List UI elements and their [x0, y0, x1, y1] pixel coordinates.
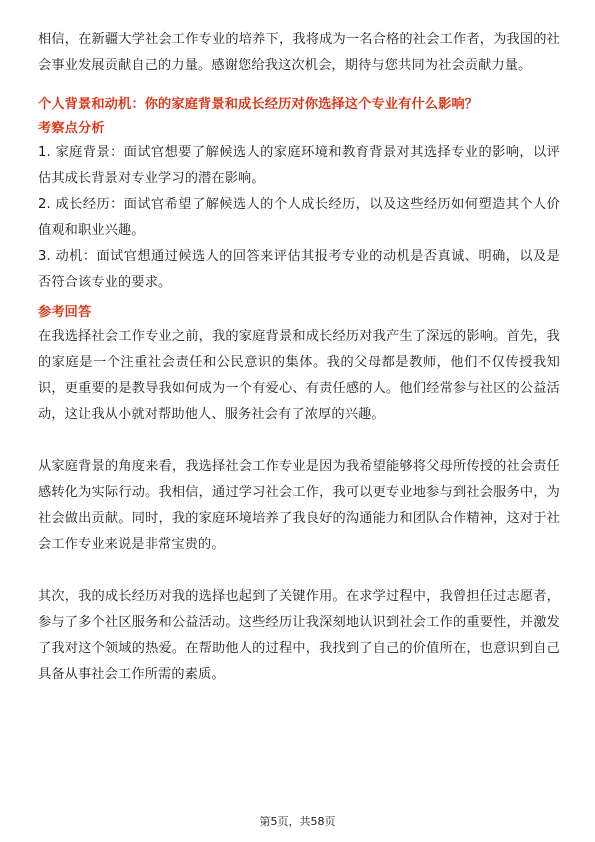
analysis-item-motivation: 3. 动机：面试官想通过候选人的回答来评估其报考专业的动机是否真诚、明确，以及是否符合该专业的要求。	[38, 249, 560, 290]
analysis-item-growth: 2. 成长经历：面试官希望了解候选人的个人成长经历，以及这些经历如何塑造其个人价值观和职业兴趣。	[38, 197, 560, 238]
analysis-item-family: 1. 家庭背景：面试官想要了解候选人的家庭环境和教育背景对其选择专业的影响，以评估其成长背景对专业学习的潜在影响。	[38, 145, 560, 186]
question-heading: 个人背景和动机：你的家庭背景和成长经历对你选择这个专业有什么影响？	[38, 97, 479, 112]
answer-body	[38, 324, 560, 688]
analysis-list	[38, 140, 560, 296]
document-page	[38, 27, 560, 688]
intro-paragraph: 相信，在新疆大学社会工作专业的培养下，我将成为一名合格的社会工作者，为我国的社会事业发展贡献自己的力量。感谢您给我这次机会，期待与您共同为社会贡献力量。	[38, 32, 560, 73]
answer-heading: 参考回答	[38, 305, 92, 320]
answer-paragraph: 其次，我的成长经历对我的选择也起到了关键作用。在求学过程中，我曾担任过志愿者，参与了多个社区服务和公益活动。这些经历让我深刻地认识到社会工作的重要性，并激发了我对这个领域的热爱。在帮助他人的过程中，我找到了自己的价值所在，也意识到自己具备从事社会工作所需的素质。	[38, 589, 560, 682]
answer-paragraph: 从家庭背景的角度来看，我选择社会工作专业是因为我希望能够将父母所传授的社会责任感转化为实际行动。我相信，通过学习社会工作，我可以更专业地参与到社会服务中，为社会做出贡献。同时，我的家庭环境培养了我良好的沟通能力和团队合作精神，这对于社会工作专业来说是非常宝贵的。	[38, 459, 560, 552]
page-footer: 第5页，共58页	[259, 815, 336, 828]
answer-paragraph: 在我选择社会工作专业之前，我的家庭背景和成长经历对我产生了深远的影响。首先，我的家庭是一个注重社会责任和公民意识的集体。我的父母都是教师，他们不仅传授我知识，更重要的是教导我如何成为一个有爱心、有责任感的人。他们经常参与社区的公益活动，这让我从小就对帮助他人、服务社会有了浓厚的兴趣。	[38, 329, 560, 422]
analysis-heading: 考察点分析	[38, 121, 105, 136]
